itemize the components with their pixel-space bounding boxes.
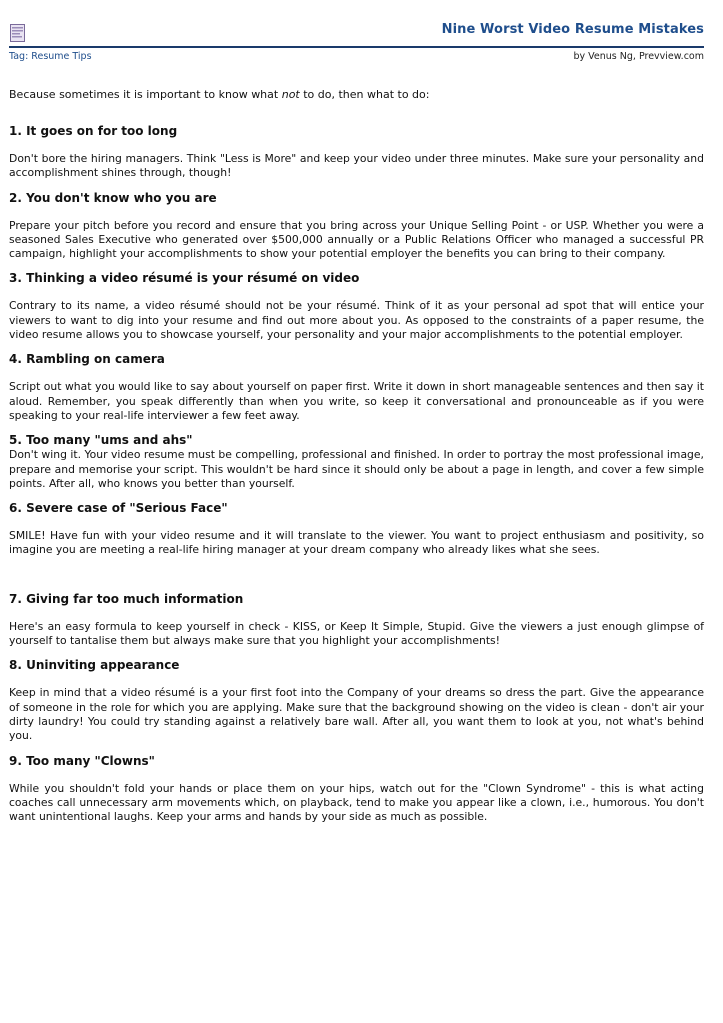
- document-subheader: [9, 48, 704, 66]
- intro-emphasis: not: [281, 88, 300, 101]
- section-1: [9, 124, 704, 181]
- section-2: [9, 191, 704, 262]
- intro-text-before: Because sometimes it is important to know what: [9, 88, 282, 101]
- tag-label[interactable]: Tag: Resume Tips: [9, 51, 92, 62]
- document-header: [9, 0, 704, 48]
- section-9: [9, 754, 704, 825]
- section-heading: 7. Giving far too much information: [9, 591, 244, 606]
- section-body: While you shouldn't fold your hands or place them on your hips, watch out for the "Clown Syndrome" - this is what acting coaches call unnecessary arm movements which, on playback, tend to make you appear like a clown, i.e., humorous. You don't want unintentional laughs. Keep your arms and hands by your side as much as possible.: [9, 781, 704, 824]
- article-body: [9, 88, 704, 824]
- section-heading: 5. Too many "ums and ahs": [9, 433, 193, 448]
- section-heading: 6. Severe case of "Serious Face": [9, 501, 228, 516]
- section-body: SMILE! Have fun with your video resume and it will translate to the viewer. You want to project enthusiasm and positivity, so imagine you are meeting a real-life hiring manager at your dream company who already likes what she sees.: [9, 529, 704, 557]
- section-5: [9, 433, 704, 491]
- section-3: [9, 271, 704, 342]
- document-title: Nine Worst Video Resume Mistakes: [441, 22, 704, 37]
- section-body: Prepare your pitch before you record and ensure that you bring across your Unique Selling Point - or USP. Whether you were a seasoned Sales Executive who generated over $500,000 annually or a Public Relations Officer who managed a successful PR campaign, highlight your accomplishments to show your potential employer the benefits you can bring to their company.: [9, 218, 704, 261]
- section-8: [9, 658, 704, 743]
- section-body: Contrary to its name, a video résumé should not be your résumé. Think of it as your personal ad spot that will entice your viewers to want to dig into your resume and find out more about you. As opposed to the constraints of a paper resume, the video resume allows you to showcase yourself, your personality and your major accomplishments to the potential employer.: [9, 299, 704, 342]
- document-icon: [10, 24, 25, 42]
- byline: by Venus Ng, Prevview.com: [573, 51, 704, 62]
- section-heading: 2. You don't know who you are: [9, 190, 217, 205]
- section-body: Don't bore the hiring managers. Think "Less is More" and keep your video under three minutes. Make sure your personality and accomplishment shines through, though!: [9, 152, 704, 180]
- section-body: Here's an easy formula to keep yourself in check - KISS, or Keep It Simple, Stupid. Give the viewers a just enough glimpse of yourself to tantalise them but always make sure that you highlight your accomplishments!: [9, 619, 704, 648]
- intro-paragraph: [9, 88, 704, 102]
- section-heading: 8. Uninviting appearance: [9, 658, 180, 673]
- section-4: [9, 352, 704, 423]
- section-heading: 3. Thinking a video résumé is your résumé on video: [9, 271, 360, 286]
- section-heading: 1. It goes on for too long: [9, 124, 178, 138]
- section-body: Keep in mind that a video résumé is a your first foot into the Company of your dreams so dress the part. Give the appearance of someone in the role for which you are applying. Make sure that the background showing on the video is clean - don't air your dirty laundry! You could try standing against a relatively bare wall. After all, you want them to look at you, not what's behind you.: [9, 686, 704, 743]
- section-heading: 4. Rambling on camera: [9, 352, 165, 367]
- intro-text-after: to do, then what to do:: [299, 88, 430, 101]
- section-7: [9, 592, 704, 649]
- section-6: [9, 501, 704, 558]
- section-body: Script out what you would like to say about yourself on paper first. Write it down in short manageable sentences and then say it aloud. Remember, you speak differently than when you write, so keep it conversational and pronounceable as if you were speaking to your real-life interviewer a few feet away.: [9, 380, 704, 422]
- spacer: [9, 568, 704, 592]
- section-body: Don't wing it. Your video resume must be compelling, professional and finished. In order to portray the most professional image, prepare and memorise your script. This wouldn't be hard since it should only be about a page in length, and cover a few simple points. After all, who knows you better than yourself.: [9, 448, 704, 490]
- section-heading: 9. Too many "Clowns": [9, 753, 155, 768]
